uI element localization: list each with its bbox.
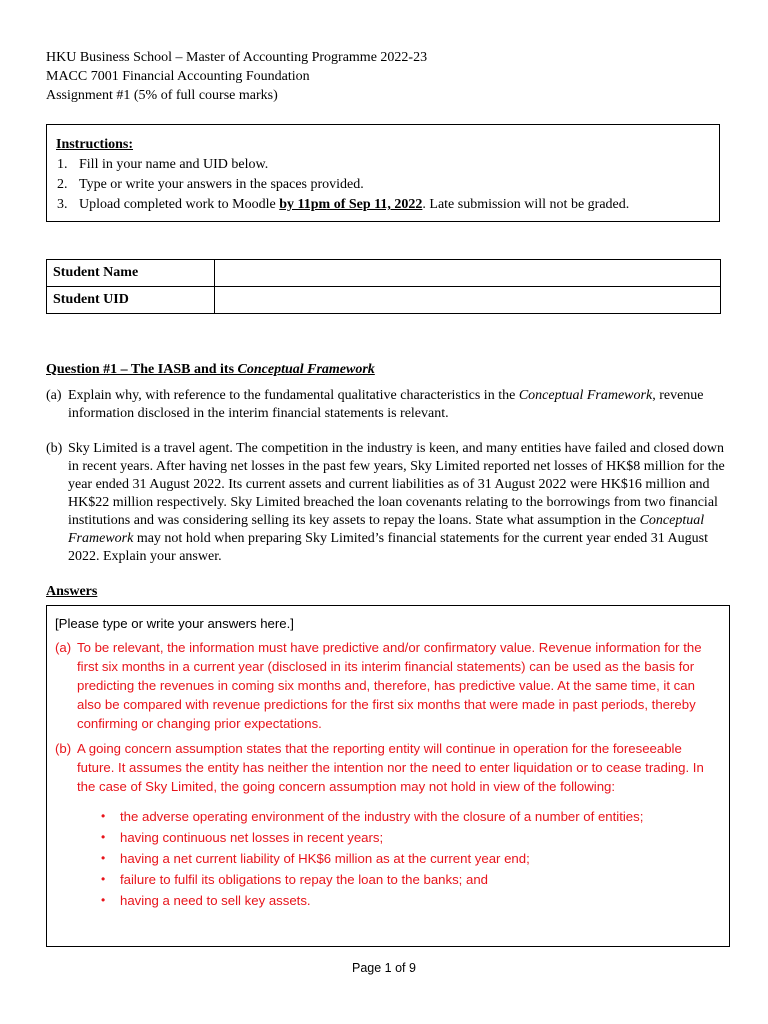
list-item <box>99 827 721 848</box>
instruction-text: Upload completed work to Moodle <box>79 197 280 212</box>
bullet-text: failure to fulfil its obligations to repay the loan to the banks; and <box>120 872 489 887</box>
document-header <box>46 48 427 105</box>
header-course: MACC 7001 Financial Accounting Foundation <box>46 69 310 84</box>
answer-part-b <box>55 739 721 796</box>
part-b-marker: (b) <box>46 441 63 456</box>
list-item <box>99 806 721 827</box>
question-part-a <box>46 387 736 423</box>
part-b-italic: Conceptual Framework <box>68 513 705 546</box>
instructions-box <box>46 124 720 222</box>
answer-b-text: A going concern assumption states that the reporting entity will continue in operation for the foreseeable future. It assumes the entity has neither the intention nor the need to enter liquidation or to cease trading. In the case of Sky Limited, the going concern assumption may not hold in view of the following: <box>77 741 704 794</box>
part-a-marker: (a) <box>46 388 62 403</box>
bullet-icon: • <box>101 830 106 844</box>
answer-bullet-list <box>55 806 721 911</box>
instructions-list <box>56 155 710 215</box>
bullet-text: having a need to sell key assets. <box>120 893 311 908</box>
instructions-title: Instructions: <box>56 137 134 152</box>
student-uid-field[interactable] <box>215 287 721 314</box>
instruction-text: . Late submission will not be graded. <box>422 197 630 212</box>
answer-a-marker: (a) <box>55 640 72 655</box>
header-programme: HKU Business School – Master of Accounting Programme 2022-23 <box>46 50 428 65</box>
answer-box[interactable] <box>46 605 730 947</box>
student-name-label: Student Name <box>47 260 215 287</box>
student-uid-label: Student UID <box>47 287 215 314</box>
header-assignment: Assignment #1 (5% of full course marks) <box>46 88 278 103</box>
student-name-field[interactable] <box>215 260 721 287</box>
answers-title: Answers <box>46 584 98 599</box>
answer-a-text: To be relevant, the information must have predictive and/or confirmatory value. Revenue information for the first six months in a current year (disclosed in its interim financial statements) can be used as the basis for predicting the revenues in coming six months and, therefore, has predictive value. At the same time, it can also be compared with revenue predictions for the first six months that were made in past periods, thereby confirming or changing prior expectations. <box>77 640 702 731</box>
instruction-item <box>56 155 710 175</box>
bullet-text: having continuous net losses in recent years; <box>120 830 384 845</box>
bullet-text: having a net current liability of HK$6 million as at the current year end; <box>120 851 530 866</box>
part-a-text: Explain why, with reference to the fundamental qualitative characteristics in the <box>68 388 519 403</box>
question-part-b <box>46 440 736 566</box>
student-info-table <box>46 259 721 314</box>
question-title-text: Question #1 – The IASB and its <box>46 362 238 377</box>
list-item <box>99 869 721 890</box>
part-b-text: Sky Limited is a travel agent. The competition in the industry is keen, and many entities have failed and closed down in recent years. After having net losses in the past few years, Sky Limited reported net losses of HK$8 million for the year ended 31 August 2022. Its current assets and current liabilities as of 31 August 2022 were HK$16 million and HK$22 million respectively. Sky Limited breached the loan covenants relating to the borrowings from two financial institutions and was considering selling its key assets to repay the loans. State what assumption in the <box>68 441 725 528</box>
instruction-number: 3. <box>57 197 68 212</box>
part-b-text-end: may not hold when preparing Sky Limited’s financial statements for the current year ended 31 August 2022. Explain your answer. <box>68 531 708 564</box>
list-item <box>99 890 721 911</box>
part-a-text-end: , revenue information disclosed in the interim financial statements is relevant. <box>68 388 704 421</box>
deadline-text: by 11pm of Sep 11, 2022 <box>279 197 423 212</box>
instruction-text: Fill in your name and UID below. <box>79 157 269 172</box>
bullet-icon: • <box>101 872 106 886</box>
instruction-number: 1. <box>57 157 68 172</box>
bullet-icon: • <box>101 851 106 865</box>
instruction-text: Type or write your answers in the spaces provided. <box>79 177 364 192</box>
part-a-italic: Conceptual Framework <box>518 388 653 403</box>
student-uid-row <box>47 287 721 314</box>
answer-hint: [Please type or write your answers here.] <box>55 616 294 631</box>
question-section <box>46 361 736 583</box>
question-title-italic: Conceptual Framework <box>237 362 375 377</box>
bullet-text: the adverse operating environment of the industry with the closure of a number of entities; <box>120 809 644 824</box>
bullet-icon: • <box>101 809 106 823</box>
list-item <box>99 848 721 869</box>
instruction-number: 2. <box>57 177 68 192</box>
instruction-item <box>56 195 710 215</box>
page-number: Page 1 of 9 <box>352 961 416 975</box>
instruction-item <box>56 175 710 195</box>
student-name-row <box>47 260 721 287</box>
answer-part-a <box>55 638 721 733</box>
answer-b-marker: (b) <box>55 741 72 756</box>
question-title <box>46 361 736 379</box>
bullet-icon: • <box>101 893 106 907</box>
